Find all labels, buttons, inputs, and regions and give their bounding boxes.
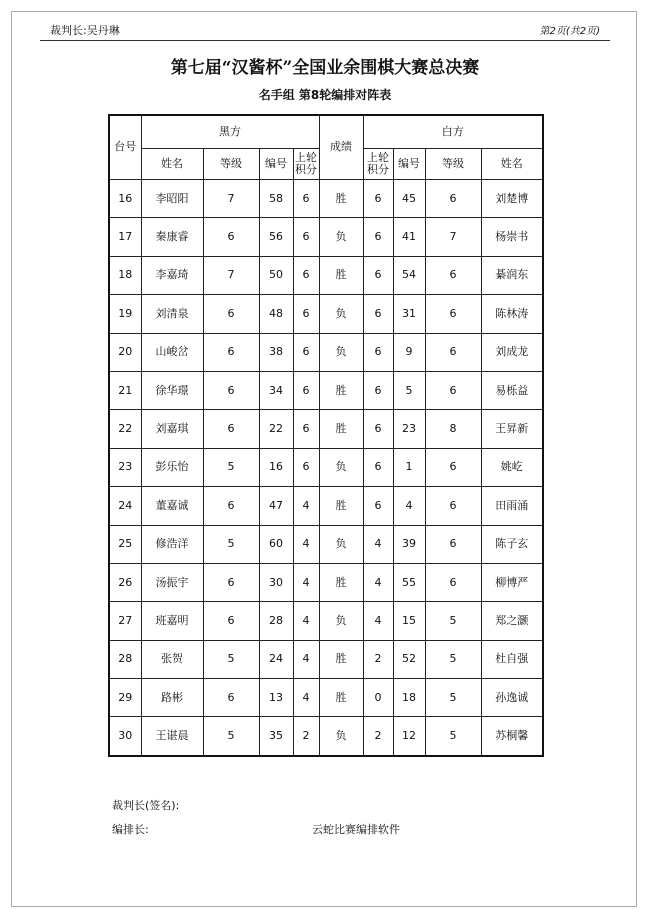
white-level-cell: 6 [425, 333, 481, 371]
result-cell: 胜 [319, 410, 363, 448]
table-row [109, 525, 543, 563]
result-cell: 胜 [319, 679, 363, 717]
black-prev-score-cell: 4 [293, 679, 319, 717]
black-level-cell: 6 [203, 410, 259, 448]
black-name-cell: 张贺 [141, 640, 203, 678]
white-prev-score-cell: 2 [363, 640, 393, 678]
result-cell: 胜 [319, 563, 363, 601]
white-number-cell: 41 [393, 218, 425, 256]
black-number-cell: 30 [259, 563, 293, 601]
board-number-cell: 23 [109, 448, 141, 486]
black-number-cell: 48 [259, 295, 293, 333]
table-row [109, 180, 543, 218]
result-cell: 负 [319, 295, 363, 333]
white-prev-score-cell: 6 [363, 256, 393, 294]
board-number-cell: 30 [109, 717, 141, 756]
white-level-cell: 6 [425, 180, 481, 218]
white-number-cell: 23 [393, 410, 425, 448]
white-prev-score-cell: 6 [363, 448, 393, 486]
black-name-cell: 路彬 [141, 679, 203, 717]
white-number-cell: 12 [393, 717, 425, 756]
result-cell: 负 [319, 717, 363, 756]
white-prev-score-cell: 6 [363, 180, 393, 218]
software-credit: 云蛇比赛编排软件 [312, 823, 400, 836]
table-row [109, 679, 543, 717]
board-number-cell: 28 [109, 640, 141, 678]
black-prev-score-cell: 4 [293, 640, 319, 678]
white-name-cell: 郑之灏 [481, 602, 543, 640]
white-number-cell: 39 [393, 525, 425, 563]
white-name-cell: 杨崇书 [481, 218, 543, 256]
header-white-prev-score: 上轮积分 [363, 149, 393, 180]
black-prev-score-cell: 6 [293, 180, 319, 218]
black-number-cell: 60 [259, 525, 293, 563]
white-number-cell: 52 [393, 640, 425, 678]
board-number-cell: 27 [109, 602, 141, 640]
table-row [109, 333, 543, 371]
header-page-number: 第2页(共2页) [539, 26, 600, 37]
table-row [109, 218, 543, 256]
white-prev-score-cell: 4 [363, 563, 393, 601]
pairing-table [108, 114, 544, 757]
header-white-number: 编号 [393, 149, 425, 180]
white-prev-score-cell: 6 [363, 410, 393, 448]
white-name-cell: 杜自强 [481, 640, 543, 678]
table-row [109, 717, 543, 756]
white-level-cell: 5 [425, 679, 481, 717]
white-name-cell: 刘楚博 [481, 180, 543, 218]
black-name-cell: 李嘉琦 [141, 256, 203, 294]
result-cell: 负 [319, 218, 363, 256]
white-name-cell: 陈林涛 [481, 295, 543, 333]
black-name-cell: 董嘉诚 [141, 487, 203, 525]
black-name-cell: 刘嘉琪 [141, 410, 203, 448]
black-level-cell: 5 [203, 640, 259, 678]
board-number-cell: 17 [109, 218, 141, 256]
white-level-cell: 6 [425, 487, 481, 525]
black-name-cell: 汤振宇 [141, 563, 203, 601]
header-black-level: 等级 [203, 149, 259, 180]
result-cell: 胜 [319, 371, 363, 409]
black-number-cell: 24 [259, 640, 293, 678]
black-name-cell: 王谌晨 [141, 717, 203, 756]
black-level-cell: 5 [203, 525, 259, 563]
board-number-cell: 25 [109, 525, 141, 563]
white-level-cell: 8 [425, 410, 481, 448]
black-name-cell: 刘清泉 [141, 295, 203, 333]
black-name-cell: 修浩洋 [141, 525, 203, 563]
black-number-cell: 47 [259, 487, 293, 525]
black-number-cell: 34 [259, 371, 293, 409]
black-name-cell: 山峻岔 [141, 333, 203, 371]
page-title: 第七届“汉酱杯”全国业余围棋大赛总决赛 [170, 58, 480, 78]
black-level-cell: 6 [203, 563, 259, 601]
black-prev-score-cell: 6 [293, 333, 319, 371]
result-cell: 负 [319, 602, 363, 640]
white-number-cell: 4 [393, 487, 425, 525]
black-prev-score-cell: 6 [293, 371, 319, 409]
white-number-cell: 1 [393, 448, 425, 486]
black-prev-score-cell: 6 [293, 218, 319, 256]
white-prev-score-cell: 6 [363, 295, 393, 333]
black-level-cell: 5 [203, 717, 259, 756]
black-prev-score-cell: 6 [293, 410, 319, 448]
white-level-cell: 6 [425, 371, 481, 409]
black-number-cell: 50 [259, 256, 293, 294]
white-prev-score-cell: 0 [363, 679, 393, 717]
table-row [109, 256, 543, 294]
result-cell: 负 [319, 525, 363, 563]
white-level-cell: 7 [425, 218, 481, 256]
white-level-cell: 6 [425, 563, 481, 601]
black-level-cell: 6 [203, 333, 259, 371]
black-name-cell: 秦康睿 [141, 218, 203, 256]
header-board: 台号 [109, 115, 141, 180]
black-prev-score-cell: 4 [293, 563, 319, 601]
white-name-cell: 柳博严 [481, 563, 543, 601]
white-prev-score-cell: 2 [363, 717, 393, 756]
white-name-cell: 綦润东 [481, 256, 543, 294]
black-number-cell: 38 [259, 333, 293, 371]
black-level-cell: 6 [203, 218, 259, 256]
table-row [109, 563, 543, 601]
black-level-cell: 7 [203, 180, 259, 218]
white-name-cell: 苏桐馨 [481, 717, 543, 756]
white-name-cell: 孙逸诚 [481, 679, 543, 717]
black-level-cell: 6 [203, 371, 259, 409]
black-name-cell: 彭乐怡 [141, 448, 203, 486]
white-number-cell: 5 [393, 371, 425, 409]
black-level-cell: 6 [203, 679, 259, 717]
result-cell: 胜 [319, 180, 363, 218]
table-row [109, 410, 543, 448]
white-name-cell: 姚屹 [481, 448, 543, 486]
white-level-cell: 5 [425, 640, 481, 678]
black-number-cell: 58 [259, 180, 293, 218]
white-name-cell: 陈子玄 [481, 525, 543, 563]
white-prev-score-cell: 6 [363, 218, 393, 256]
result-cell: 负 [319, 333, 363, 371]
black-name-cell: 徐华璟 [141, 371, 203, 409]
white-level-cell: 6 [425, 448, 481, 486]
black-number-cell: 56 [259, 218, 293, 256]
board-number-cell: 22 [109, 410, 141, 448]
table-row [109, 295, 543, 333]
header-black-side: 黑方 [141, 115, 319, 149]
white-level-cell: 5 [425, 602, 481, 640]
referee-signature-label: 裁判长(签名): [112, 799, 180, 812]
white-level-cell: 6 [425, 525, 481, 563]
black-name-cell: 班嘉明 [141, 602, 203, 640]
white-number-cell: 15 [393, 602, 425, 640]
white-name-cell: 易栎益 [481, 371, 543, 409]
white-number-cell: 45 [393, 180, 425, 218]
black-prev-score-cell: 6 [293, 448, 319, 486]
white-name-cell: 王昇新 [481, 410, 543, 448]
board-number-cell: 26 [109, 563, 141, 601]
white-level-cell: 6 [425, 256, 481, 294]
board-number-cell: 24 [109, 487, 141, 525]
white-name-cell: 刘成龙 [481, 333, 543, 371]
table-row [109, 602, 543, 640]
board-number-cell: 21 [109, 371, 141, 409]
board-number-cell: 18 [109, 256, 141, 294]
white-number-cell: 9 [393, 333, 425, 371]
white-name-cell: 田雨涌 [481, 487, 543, 525]
header-white-side: 白方 [363, 115, 543, 149]
black-level-cell: 5 [203, 448, 259, 486]
table-row [109, 371, 543, 409]
white-number-cell: 31 [393, 295, 425, 333]
result-cell: 胜 [319, 256, 363, 294]
black-prev-score-cell: 6 [293, 256, 319, 294]
table-row [109, 640, 543, 678]
white-prev-score-cell: 6 [363, 487, 393, 525]
board-number-cell: 16 [109, 180, 141, 218]
arranger-label: 编排长: [112, 823, 149, 836]
white-level-cell: 6 [425, 295, 481, 333]
result-cell: 胜 [319, 487, 363, 525]
white-number-cell: 54 [393, 256, 425, 294]
black-name-cell: 李昭阳 [141, 180, 203, 218]
header-black-name: 姓名 [141, 149, 203, 180]
result-cell: 胜 [319, 640, 363, 678]
table-row [109, 487, 543, 525]
board-number-cell: 20 [109, 333, 141, 371]
black-level-cell: 7 [203, 256, 259, 294]
white-prev-score-cell: 4 [363, 525, 393, 563]
page-subtitle: 名手组 第8轮编排对阵表 [258, 88, 392, 102]
white-prev-score-cell: 4 [363, 602, 393, 640]
header-black-number: 编号 [259, 149, 293, 180]
black-prev-score-cell: 6 [293, 295, 319, 333]
table-row [109, 448, 543, 486]
black-number-cell: 35 [259, 717, 293, 756]
board-number-cell: 29 [109, 679, 141, 717]
black-number-cell: 16 [259, 448, 293, 486]
black-number-cell: 22 [259, 410, 293, 448]
header-result: 成绩 [319, 115, 363, 180]
black-prev-score-cell: 4 [293, 602, 319, 640]
black-level-cell: 6 [203, 602, 259, 640]
black-level-cell: 6 [203, 295, 259, 333]
header-black-prev-score: 上轮积分 [293, 149, 319, 180]
white-level-cell: 5 [425, 717, 481, 756]
result-cell: 负 [319, 448, 363, 486]
white-number-cell: 18 [393, 679, 425, 717]
black-number-cell: 13 [259, 679, 293, 717]
header-white-name: 姓名 [481, 149, 543, 180]
black-number-cell: 28 [259, 602, 293, 640]
black-prev-score-cell: 4 [293, 525, 319, 563]
table-header-row-group [109, 115, 543, 149]
white-number-cell: 55 [393, 563, 425, 601]
board-number-cell: 19 [109, 295, 141, 333]
header-divider [40, 40, 610, 41]
header-referee: 裁判长:吴丹琳 [50, 24, 120, 37]
header-white-level: 等级 [425, 149, 481, 180]
black-prev-score-cell: 4 [293, 487, 319, 525]
white-prev-score-cell: 6 [363, 333, 393, 371]
white-prev-score-cell: 6 [363, 371, 393, 409]
black-prev-score-cell: 2 [293, 717, 319, 756]
black-level-cell: 6 [203, 487, 259, 525]
